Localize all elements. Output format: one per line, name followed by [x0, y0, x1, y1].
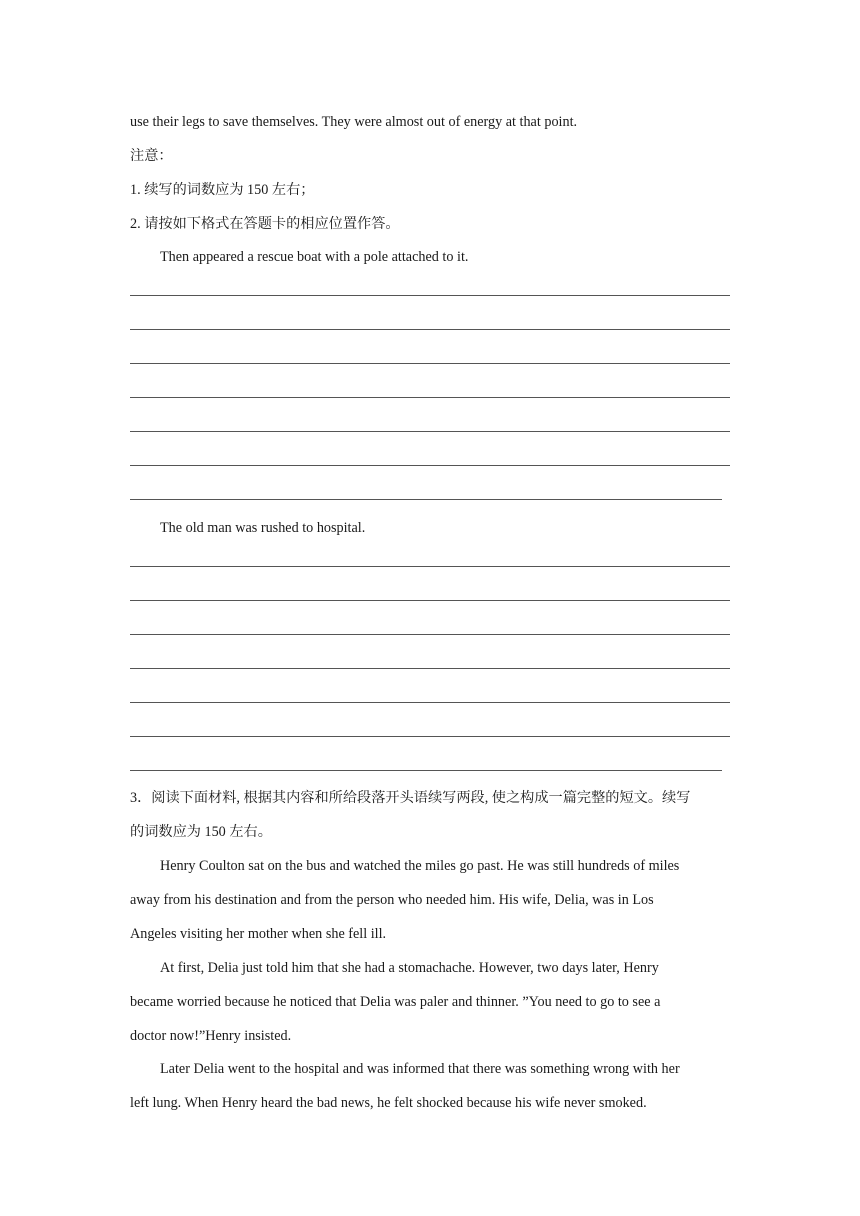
passage-line: At first, Delia just told him that she had a stomachache. However, two days later, Henry	[160, 960, 659, 976]
note-item-2: 2. 请按如下格式在答题卡的相应位置作答。	[130, 216, 400, 232]
passage-line: Angeles visiting her mother when she fell ill.	[130, 926, 387, 942]
writing-line[interactable]	[130, 736, 730, 737]
note-item-1: 1. 续写的词数应为 150 左右；	[130, 182, 315, 198]
writing-line[interactable]	[130, 329, 730, 330]
writing-line[interactable]	[130, 702, 730, 703]
writing-line[interactable]	[130, 465, 730, 466]
writing-line[interactable]	[130, 431, 730, 432]
paragraph-prompt-1: Then appeared a rescue boat with a pole attached to it.	[160, 249, 469, 265]
passage-line: Henry Coulton sat on the bus and watched the miles go past. He was still hundreds of miles	[160, 858, 680, 874]
writing-line[interactable]	[130, 634, 730, 635]
writing-line[interactable]	[130, 668, 730, 669]
passage-line: doctor now!”Henry insisted.	[130, 1028, 292, 1044]
writing-line[interactable]	[130, 566, 730, 567]
passage-line: left lung. When Henry heard the bad news, he felt shocked because his wife never smoked.	[130, 1095, 647, 1111]
writing-line[interactable]	[130, 397, 730, 398]
note-heading: 注意：	[130, 148, 173, 164]
writing-line[interactable]	[130, 770, 722, 771]
passage-continuation-line: use their legs to save themselves. They were almost out of energy at that point.	[130, 114, 578, 130]
writing-line[interactable]	[130, 295, 730, 296]
passage-line: away from his destination and from the person who needed him. His wife, Delia, was in Los	[130, 892, 654, 908]
passage-line: Later Delia went to the hospital and was informed that there was something wrong with her	[160, 1061, 680, 1077]
question-3-instruction-line-2: 的词数应为 150 左右。	[130, 824, 272, 840]
writing-line[interactable]	[130, 600, 730, 601]
question-3-instruction-line-1: 3．阅读下面材料, 根据其内容和所给段落开头语续写两段, 使之构成一篇完整的短文。续写	[130, 790, 691, 806]
writing-line[interactable]	[130, 499, 722, 500]
writing-line[interactable]	[130, 363, 730, 364]
passage-line: became worried because he noticed that Delia was paler and thinner. ”You need to go to see a	[130, 994, 661, 1010]
paragraph-prompt-2: The old man was rushed to hospital.	[160, 520, 366, 536]
